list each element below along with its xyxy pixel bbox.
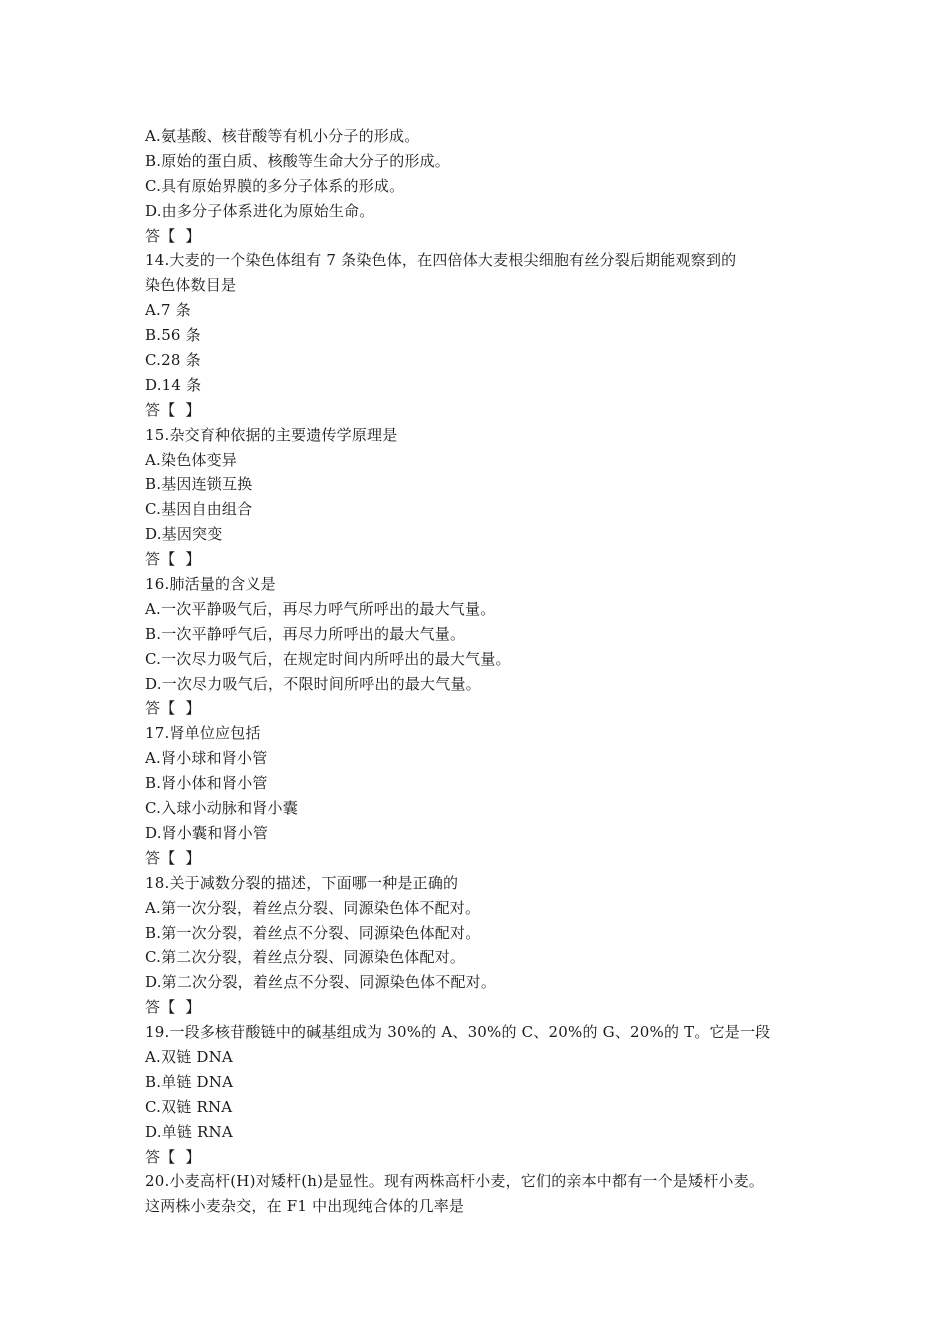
option-18b: B.第一次分裂，着丝点不分裂、同源染色体配对。 [145,923,481,942]
option-19b: B.单链 DNA [145,1072,234,1091]
question-16: 16.肺活量的含义是 [145,575,276,594]
answer-13: 答【 】 [145,226,201,245]
option-13d: D.由多分子体系进化为原始生命。 [145,201,375,220]
option-17a: A.肾小球和肾小管 [145,749,268,768]
option-19d: D.单链 RNA [145,1122,233,1141]
option-14d: D.14 条 [145,375,202,394]
question-14: 14.大麦的一个染色体组有 7 条染色体，在四倍体大麦根尖细胞有丝分裂后期能观察到的 [145,251,737,270]
option-18c: C.第二次分裂，着丝点分裂、同源染色体配对。 [145,948,466,967]
option-18d: D.第二次分裂，着丝点不分裂、同源染色体不配对。 [145,973,497,992]
document-page [145,124,845,1219]
option-15a: A.染色体变异 [145,450,238,469]
option-15d: D.基因突变 [145,525,223,544]
question-17: 17.肾单位应包括 [145,724,261,743]
question-15: 15.杂交育种依据的主要遗传学原理是 [145,425,398,444]
option-16d: D.一次尽力吸气后，不限时间所呼出的最大气量。 [145,674,481,693]
option-17d: D.肾小囊和肾小管 [145,823,269,842]
answer-17: 答【 】 [145,848,201,867]
option-16c: C.一次尽力吸气后，在规定时间内所呼出的最大气量。 [145,649,511,668]
answer-14: 答【 】 [145,400,201,419]
question-14-cont: 染色体数目是 [145,276,237,295]
option-19a: A.双链 DNA [145,1047,233,1066]
option-13b: B.原始的蛋白质、核酸等生命大分子的形成。 [145,151,450,170]
option-17c: C.入球小动脉和肾小囊 [145,799,298,818]
option-14c: C.28 条 [145,351,201,370]
option-15c: C.基因自由组合 [145,500,253,519]
option-13c: C.具有原始界膜的多分子体系的形成。 [145,176,405,195]
question-19: 19.一段多核苷酸链中的碱基组成为 30%的 A、30%的 C、20%的 G、20%的 T。它是一段 [145,1023,771,1042]
option-17b: B.肾小体和肾小管 [145,774,268,793]
question-20: 20.小麦高杆(H)对矮杆(h)是显性。现有两株高杆小麦，它们的亲本中都有一个是矮杆小麦。 [145,1172,765,1191]
question-18: 18.关于减数分裂的描述，下面哪一种是正确的 [145,873,459,892]
answer-16: 答【 】 [145,699,201,718]
answer-19: 答【 】 [145,1147,201,1166]
option-16b: B.一次平静呼气后，再尽力所呼出的最大气量。 [145,624,466,643]
answer-18: 答【 】 [145,998,201,1017]
option-13a: A.氨基酸、核苷酸等有机小分子的形成。 [145,127,420,145]
answer-15: 答【 】 [145,550,201,569]
question-20-cont: 这两株小麦杂交，在 F1 中出现纯合体的几率是 [145,1197,465,1216]
option-15b: B.基因连锁互换 [145,475,253,494]
option-19c: C.双链 RNA [145,1097,233,1116]
option-14a: A.7 条 [145,301,191,320]
option-16a: A.一次平静吸气后，再尽力呼气所呼出的最大气量。 [145,599,496,618]
option-18a: A.第一次分裂，着丝点分裂、同源染色体不配对。 [145,898,481,917]
option-14b: B.56 条 [145,326,201,345]
